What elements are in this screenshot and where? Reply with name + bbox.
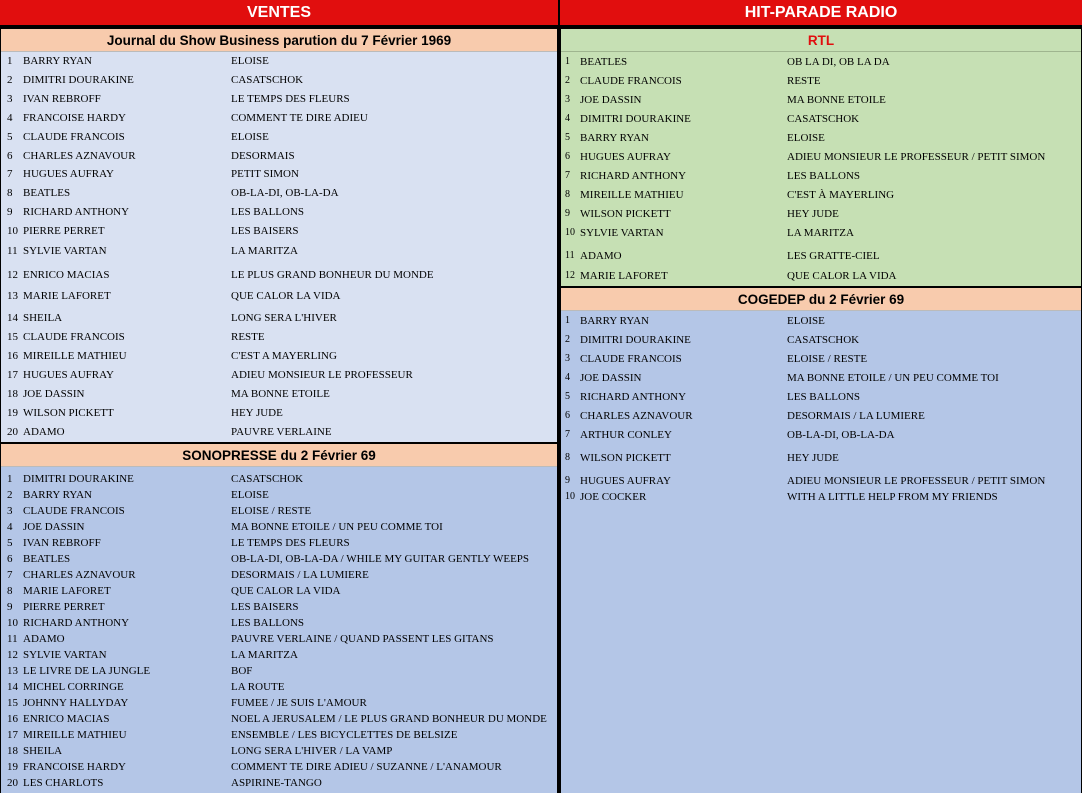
chart-row — [561, 350, 1081, 368]
artist-cell: CLAUDE FRANCOIS — [580, 353, 682, 365]
rank-cell: 8 — [565, 189, 570, 200]
song-title-cell: MA BONNE ETOILE / UN PEU COMME TOI — [231, 521, 443, 533]
sonopresse-section — [1, 444, 557, 793]
artist-cell: MARIE LAFORET — [580, 270, 668, 282]
artist-cell: RICHARD ANTHONY — [580, 170, 687, 182]
journal-title: Journal du Show Business parution du 7 Février 1969 — [1, 29, 557, 52]
song-title-cell: LA MARITZA — [231, 649, 298, 661]
chart-row — [561, 224, 1081, 242]
chart-row — [1, 242, 557, 260]
artist-cell: MIREILLE MATHIEU — [580, 189, 684, 201]
song-title-cell: ELOISE — [231, 489, 269, 501]
chart-row — [561, 148, 1081, 166]
artist-cell: JOE DASSIN — [23, 521, 85, 533]
song-title-cell: OB LA DI, OB LA DA — [787, 56, 890, 68]
song-title-cell: ELOISE / RESTE — [787, 353, 868, 365]
rank-cell: 3 — [565, 94, 570, 105]
chart-row — [1, 287, 557, 305]
artist-cell: ENRICO MACIAS — [23, 713, 110, 725]
rank-cell: 9 — [565, 475, 570, 486]
ventes-header: VENTES — [0, 0, 558, 27]
artist-cell: SHEILA — [23, 312, 63, 324]
artist-cell: LE LIVRE DE LA JUNGLE — [23, 665, 151, 677]
artist-cell: MICHEL CORRINGE — [23, 681, 124, 693]
rank-cell: 6 — [7, 553, 13, 565]
artist-cell: MIREILLE MATHIEU — [23, 350, 127, 362]
artist-cell: JOE COCKER — [580, 491, 647, 503]
artist-cell: BARRY RYAN — [580, 132, 649, 144]
song-title-cell: CASATSCHOK — [231, 74, 304, 86]
rank-cell: 19 — [7, 761, 18, 773]
song-title-cell: ELOISE — [787, 132, 825, 144]
sonopresse-list — [1, 467, 557, 793]
rank-cell: 18 — [7, 745, 18, 757]
artist-cell: JOHNNY HALLYDAY — [23, 697, 129, 709]
rank-cell: 9 — [7, 206, 13, 218]
chart-row — [1, 309, 557, 327]
rank-cell: 9 — [7, 601, 13, 613]
song-title-cell: NOEL A JERUSALEM / LE PLUS GRAND BONHEUR DU MONDE — [231, 713, 547, 725]
song-title-cell: ELOISE / RESTE — [231, 505, 312, 517]
song-title-cell: PETIT SIMON — [231, 168, 299, 180]
rank-cell: 1 — [7, 55, 13, 67]
artist-cell: CLAUDE FRANCOIS — [23, 331, 125, 343]
rank-cell: 1 — [565, 56, 570, 67]
rank-cell: 1 — [565, 315, 570, 326]
chart-row — [1, 109, 557, 127]
rank-cell: 20 — [7, 426, 18, 438]
chart-row — [1, 404, 557, 422]
chart-row — [1, 222, 557, 240]
song-title-cell: CASATSCHOK — [231, 473, 304, 485]
rank-cell: 17 — [7, 369, 18, 381]
rank-cell: 2 — [565, 334, 570, 345]
chart-row — [1, 71, 557, 89]
artist-cell: MARIE LAFORET — [23, 585, 111, 597]
rank-cell: 8 — [7, 585, 13, 597]
artist-cell: CHARLES AZNAVOUR — [23, 150, 136, 162]
rank-cell: 19 — [7, 407, 18, 419]
artist-cell: IVAN REBROFF — [23, 537, 101, 549]
rank-cell: 10 — [565, 227, 575, 238]
song-title-cell: HEY JUDE — [231, 407, 283, 419]
rank-cell: 13 — [7, 290, 18, 302]
artist-cell: DIMITRI DOURAKINE — [580, 113, 691, 125]
rank-cell: 2 — [7, 489, 13, 501]
artist-cell: RICHARD ANTHONY — [23, 617, 130, 629]
artist-cell: WILSON PICKETT — [23, 407, 114, 419]
chart-row — [1, 203, 557, 221]
artist-cell: BEATLES — [23, 187, 71, 199]
rank-cell: 3 — [565, 353, 570, 364]
song-title-cell: BOF — [231, 665, 253, 677]
song-title-cell: LE TEMPS DES FLEURS — [231, 93, 350, 105]
chart-row — [561, 72, 1081, 90]
cogedep-list — [561, 311, 1081, 793]
rank-cell: 2 — [7, 74, 13, 86]
artist-cell: CLAUDE FRANCOIS — [23, 131, 125, 143]
song-title-cell: DESORMAIS — [231, 150, 295, 162]
rank-cell: 11 — [565, 250, 575, 261]
song-title-cell: C'EST À MAYERLING — [787, 189, 895, 201]
rank-cell: 12 — [565, 270, 575, 281]
chart-row — [561, 331, 1081, 349]
chart-row — [1, 266, 557, 284]
song-title-cell: WITH A LITTLE HELP FROM MY FRIENDS — [787, 491, 998, 503]
chart-row — [561, 247, 1081, 265]
artist-cell: HUGUES AUFRAY — [23, 168, 114, 180]
song-title-cell: LA MARITZA — [231, 245, 298, 257]
song-title-cell: C'EST A MAYERLING — [231, 350, 337, 362]
chart-row — [1, 147, 557, 165]
chart-row — [561, 388, 1081, 406]
artist-cell: JOE DASSIN — [23, 388, 85, 400]
artist-cell: LES CHARLOTS — [23, 777, 104, 789]
rank-cell: 14 — [7, 681, 18, 693]
song-title-cell: CASATSCHOK — [787, 113, 860, 125]
song-title-cell: LES BALLONS — [231, 617, 305, 629]
chart-row — [561, 312, 1081, 330]
song-title-cell: LES BAISERS — [231, 601, 299, 613]
rank-cell: 8 — [565, 452, 570, 463]
artist-cell: CHARLES AZNAVOUR — [23, 569, 136, 581]
song-title-cell: LA MARITZA — [787, 227, 854, 239]
artist-cell: PIERRE PERRET — [23, 601, 105, 613]
chart-row — [561, 91, 1081, 109]
sonopresse-title: SONOPRESSE du 2 Février 69 — [1, 444, 557, 467]
chart-row — [561, 186, 1081, 204]
rank-cell: 13 — [7, 665, 18, 677]
chart-row — [561, 449, 1081, 467]
song-title-cell: HEY JUDE — [787, 452, 839, 464]
chart-row — [1, 328, 557, 346]
song-title-cell: OB-LA-DI, OB-LA-DA / WHILE MY GUITAR GENTLY WEEPS — [231, 553, 530, 565]
song-title-cell: LONG SERA L'HIVER — [231, 312, 337, 324]
artist-cell: DIMITRI DOURAKINE — [580, 334, 691, 346]
chart-row — [561, 488, 1081, 506]
song-title-cell: LES BAISERS — [231, 225, 299, 237]
song-title-cell: LONG SERA L'HIVER / LA VAMP — [231, 745, 393, 757]
song-title-cell: ADIEU MONSIEUR LE PROFESSEUR — [231, 369, 413, 381]
artist-cell: PIERRE PERRET — [23, 225, 105, 237]
artist-cell: HUGUES AUFRAY — [580, 151, 671, 163]
artist-cell: JOE DASSIN — [580, 94, 642, 106]
rank-cell: 3 — [7, 93, 13, 105]
rank-cell: 5 — [565, 391, 570, 402]
rank-cell: 17 — [7, 729, 18, 741]
rank-cell: 4 — [7, 521, 13, 533]
artist-cell: WILSON PICKETT — [580, 452, 671, 464]
song-title-cell: DESORMAIS / LA LUMIERE — [231, 569, 369, 581]
song-title-cell: MA BONNE ETOILE — [787, 94, 886, 106]
song-title-cell: PAUVRE VERLAINE — [231, 426, 332, 438]
chart-row — [561, 426, 1081, 444]
chart-row — [1, 366, 557, 384]
song-title-cell: PAUVRE VERLAINE / QUAND PASSENT LES GITANS — [231, 633, 494, 645]
rank-cell: 4 — [565, 372, 570, 383]
journal-section — [1, 29, 557, 442]
artist-cell: BARRY RYAN — [23, 489, 92, 501]
rank-cell: 9 — [565, 208, 570, 219]
rank-cell: 10 — [7, 617, 18, 629]
cogedep-section — [561, 288, 1081, 793]
song-title-cell: ADIEU MONSIEUR LE PROFESSEUR / PETIT SIMON — [787, 151, 1046, 163]
song-title-cell: RESTE — [787, 75, 821, 87]
chart-row — [1, 423, 557, 441]
song-title-cell: LES BALLONS — [787, 391, 861, 403]
rank-cell: 16 — [7, 713, 18, 725]
chart-row — [561, 205, 1081, 223]
artist-cell: ADAMO — [23, 426, 65, 438]
artist-cell: HUGUES AUFRAY — [23, 369, 114, 381]
song-title-cell: FUMEE / JE SUIS L'AMOUR — [231, 697, 367, 709]
artist-cell: CHARLES AZNAVOUR — [580, 410, 693, 422]
chart-row — [1, 184, 557, 202]
rank-cell: 7 — [7, 168, 13, 180]
artist-cell: SYLVIE VARTAN — [580, 227, 664, 239]
song-title-cell: ENSEMBLE / LES BICYCLETTES DE BELSIZE — [231, 729, 458, 741]
rank-cell: 1 — [7, 473, 13, 485]
artist-cell: BARRY RYAN — [580, 315, 649, 327]
song-title-cell: MA BONNE ETOILE / UN PEU COMME TOI — [787, 372, 999, 384]
chart-row — [1, 90, 557, 108]
rank-cell: 11 — [7, 633, 18, 645]
chart-row — [561, 167, 1081, 185]
rank-cell: 5 — [7, 131, 13, 143]
artist-cell: SHEILA — [23, 745, 63, 757]
artist-cell: RICHARD ANTHONY — [580, 391, 687, 403]
artist-cell: ADAMO — [580, 250, 622, 262]
rtl-section — [561, 29, 1081, 286]
artist-cell: HUGUES AUFRAY — [580, 475, 671, 487]
rank-cell: 20 — [7, 777, 18, 789]
chart-row — [561, 369, 1081, 387]
artist-cell: WILSON PICKETT — [580, 208, 671, 220]
rank-cell: 5 — [565, 132, 570, 143]
artist-cell: BEATLES — [580, 56, 628, 68]
song-title-cell: OB-LA-DI, OB-LA-DA — [231, 187, 339, 199]
radio-header: HIT-PARADE RADIO — [560, 0, 1082, 27]
chart-row — [561, 267, 1081, 285]
rank-cell: 10 — [7, 225, 18, 237]
artist-cell: DIMITRI DOURAKINE — [23, 473, 134, 485]
song-title-cell: COMMENT TE DIRE ADIEU / SUZANNE / L'ANAMOUR — [231, 761, 502, 773]
song-title-cell: ASPIRINE-TANGO — [231, 777, 322, 789]
journal-list — [1, 52, 557, 442]
rank-cell: 16 — [7, 350, 18, 362]
chart-row — [1, 128, 557, 146]
rank-cell: 7 — [565, 170, 570, 181]
song-title-cell: RESTE — [231, 331, 265, 343]
song-title-cell: LA ROUTE — [231, 681, 285, 693]
artist-cell: MIREILLE MATHIEU — [23, 729, 127, 741]
artist-cell: SYLVIE VARTAN — [23, 649, 107, 661]
song-title-cell: ADIEU MONSIEUR LE PROFESSEUR / PETIT SIMON — [787, 475, 1046, 487]
artist-cell: BARRY RYAN — [23, 55, 92, 67]
song-title-cell: ELOISE — [231, 55, 269, 67]
song-title-cell: QUE CALOR LA VIDA — [231, 585, 341, 597]
artist-cell: IVAN REBROFF — [23, 93, 101, 105]
song-title-cell: CASATSCHOK — [787, 334, 860, 346]
song-title-cell: ELOISE — [787, 315, 825, 327]
artist-cell: ADAMO — [23, 633, 65, 645]
rank-cell: 2 — [565, 75, 570, 86]
song-title-cell: DESORMAIS / LA LUMIERE — [787, 410, 925, 422]
artist-cell: CLAUDE FRANCOIS — [580, 75, 682, 87]
song-title-cell: LE PLUS GRAND BONHEUR DU MONDE — [231, 269, 434, 281]
chart-row — [561, 53, 1081, 71]
song-title-cell: QUE CALOR LA VIDA — [231, 290, 341, 302]
chart-row — [1, 347, 557, 365]
rank-cell: 14 — [7, 312, 18, 324]
rank-cell: 18 — [7, 388, 18, 400]
rank-cell: 8 — [7, 187, 13, 199]
rank-cell: 10 — [565, 491, 575, 502]
rtl-list — [561, 52, 1081, 286]
chart-row — [561, 407, 1081, 425]
rank-cell: 7 — [7, 569, 13, 581]
chart-row — [1, 52, 557, 70]
artist-cell: SYLVIE VARTAN — [23, 245, 107, 257]
rank-cell: 6 — [7, 150, 13, 162]
rank-cell: 4 — [565, 113, 570, 124]
song-title-cell: LES GRATTE-CIEL — [787, 250, 880, 262]
song-title-cell: ELOISE — [231, 131, 269, 143]
radio-column — [560, 0, 1082, 793]
artist-cell: MARIE LAFORET — [23, 290, 111, 302]
artist-cell: JOE DASSIN — [580, 372, 642, 384]
rank-cell: 15 — [7, 697, 18, 709]
cogedep-title: COGEDEP du 2 Février 69 — [561, 288, 1081, 311]
rank-cell: 7 — [565, 429, 570, 440]
chart-row — [561, 129, 1081, 147]
song-title-cell: LE TEMPS DES FLEURS — [231, 537, 350, 549]
song-title-cell: MA BONNE ETOILE — [231, 388, 330, 400]
rank-cell: 3 — [7, 505, 13, 517]
artist-cell: DIMITRI DOURAKINE — [23, 74, 134, 86]
rank-cell: 5 — [7, 537, 13, 549]
chart-row — [1, 385, 557, 403]
artist-cell: RICHARD ANTHONY — [23, 206, 130, 218]
artist-cell: BEATLES — [23, 553, 71, 565]
song-title-cell: HEY JUDE — [787, 208, 839, 220]
song-title-cell: COMMENT TE DIRE ADIEU — [231, 112, 368, 124]
rtl-title: RTL — [561, 29, 1081, 52]
artist-cell: CLAUDE FRANCOIS — [23, 505, 125, 517]
rank-cell: 15 — [7, 331, 18, 343]
rank-cell: 6 — [565, 410, 570, 421]
rank-cell: 11 — [7, 245, 18, 257]
artist-cell: ENRICO MACIAS — [23, 269, 110, 281]
chart-row — [561, 110, 1081, 128]
chart-row — [1, 774, 557, 792]
song-title-cell: LES BALLONS — [231, 206, 305, 218]
artist-cell: FRANCOISE HARDY — [23, 761, 126, 773]
artist-cell: ARTHUR CONLEY — [580, 429, 672, 441]
song-title-cell: OB-LA-DI, OB-LA-DA — [787, 429, 895, 441]
rank-cell: 12 — [7, 649, 18, 661]
song-title-cell: QUE CALOR LA VIDA — [787, 270, 897, 282]
artist-cell: FRANCOISE HARDY — [23, 112, 126, 124]
rank-cell: 4 — [7, 112, 13, 124]
song-title-cell: LES BALLONS — [787, 170, 861, 182]
chart-row — [1, 165, 557, 183]
rank-cell: 12 — [7, 269, 18, 281]
rank-cell: 6 — [565, 151, 570, 162]
